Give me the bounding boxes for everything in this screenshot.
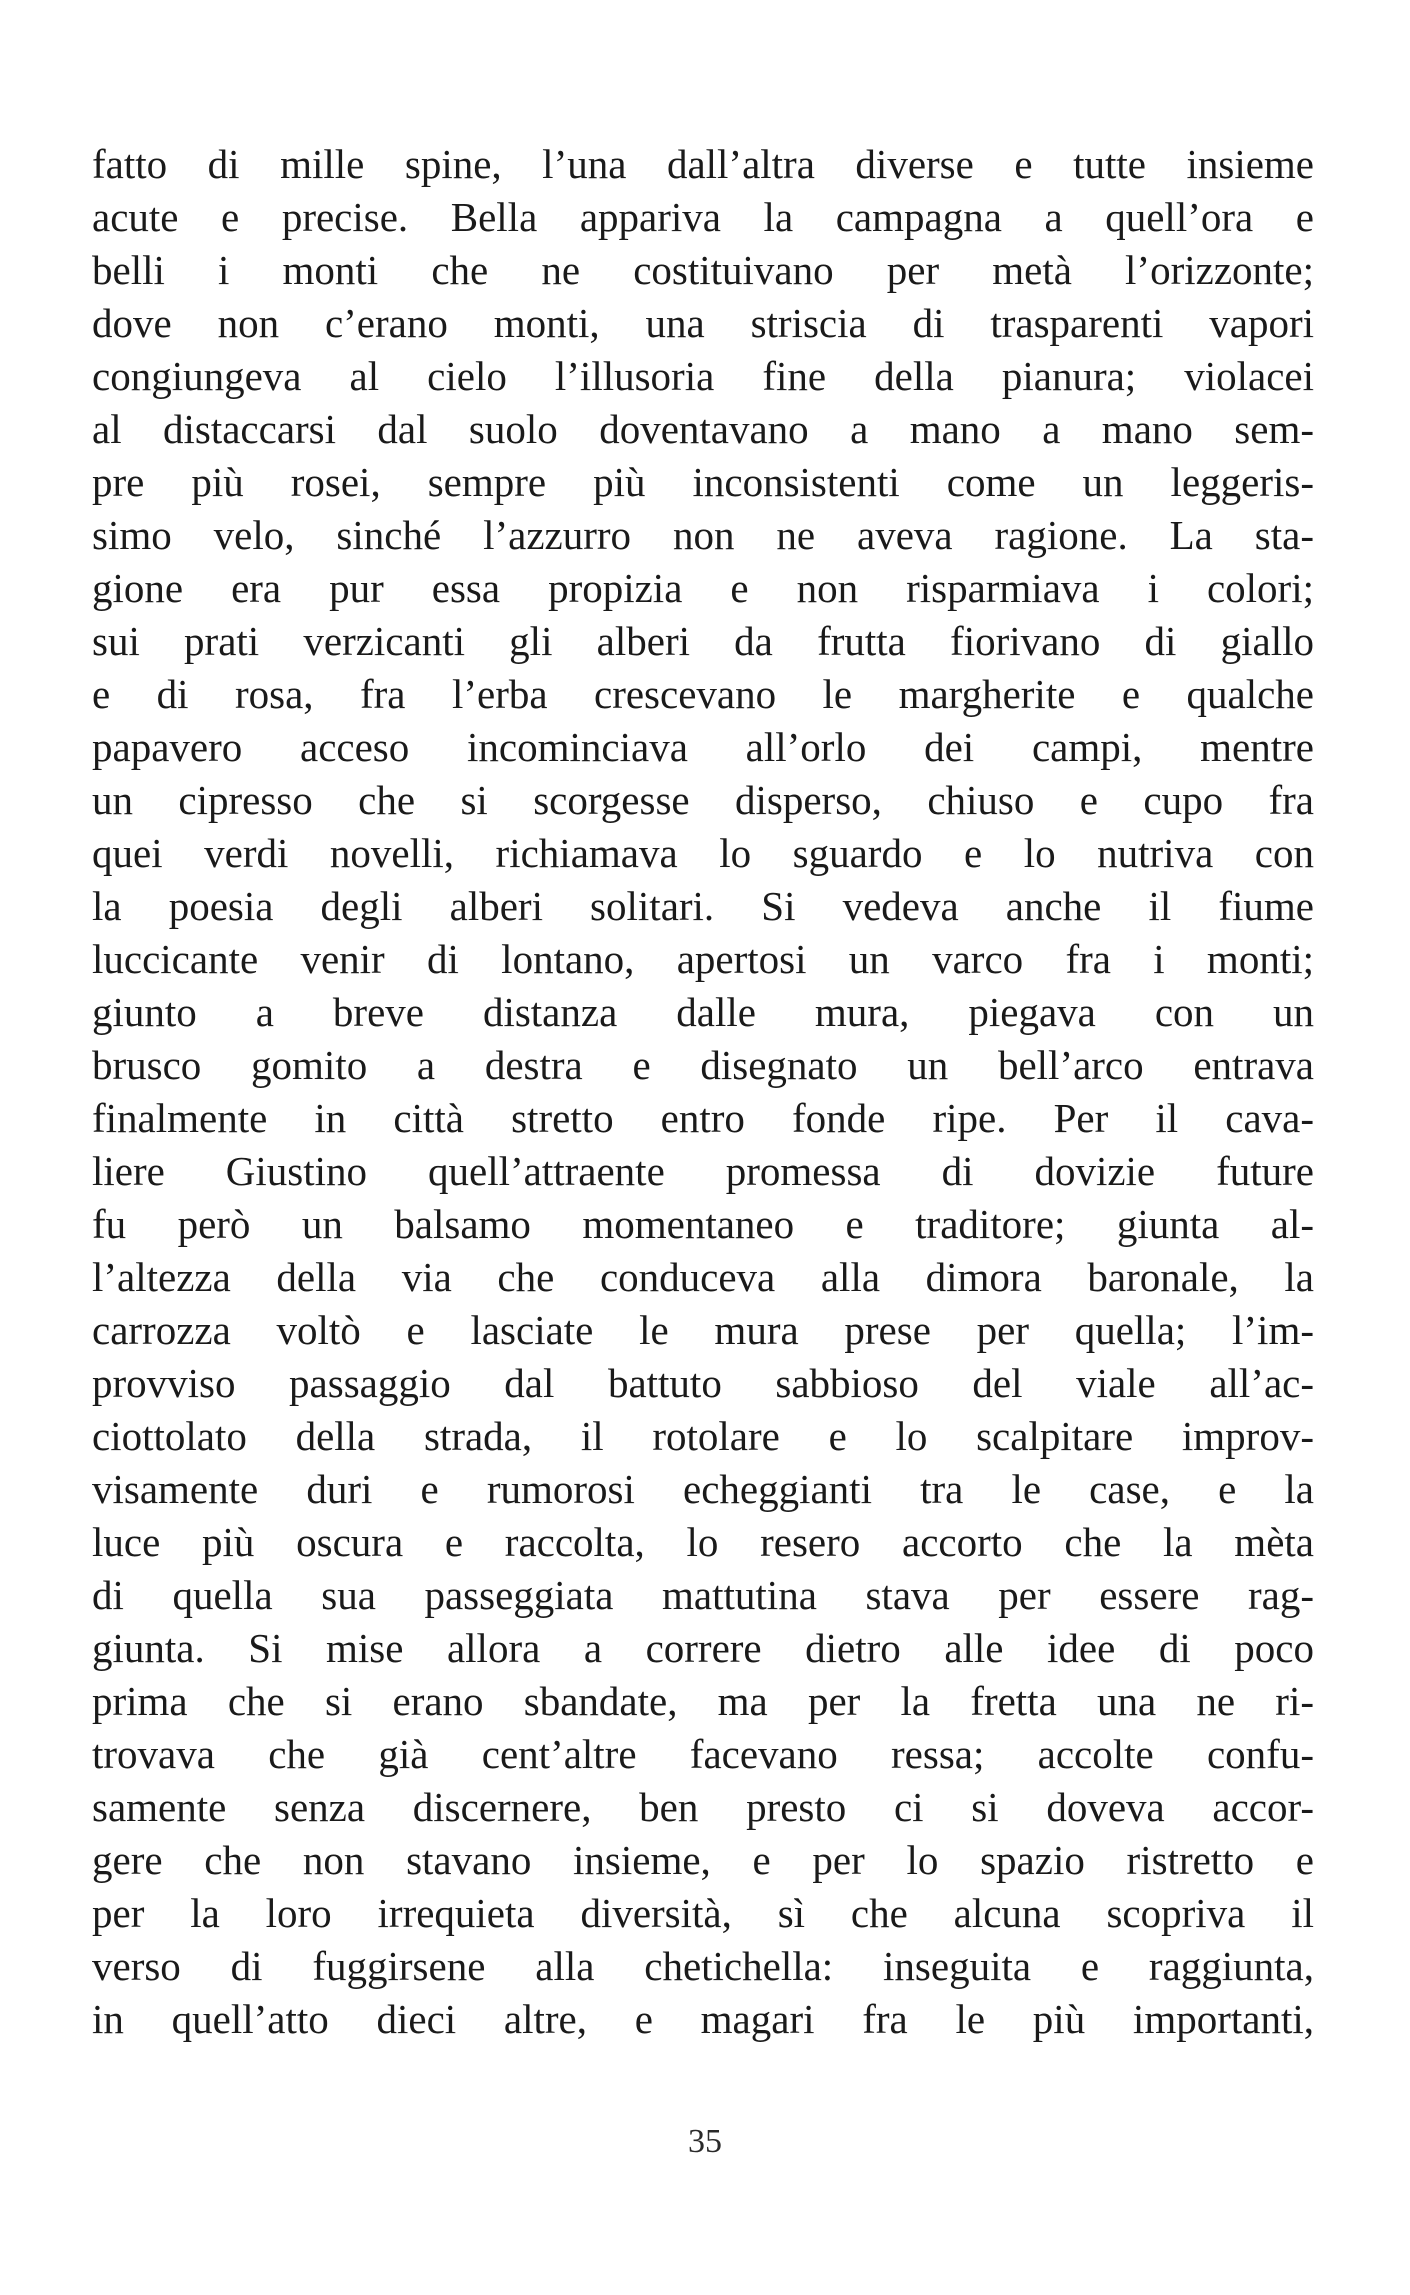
text-line-12: papavero acceso incominciava all’orlo dei campi, mentre xyxy=(92,724,1314,770)
text-line-7: pre più rosei, sempre più inconsistenti come un leggeris- xyxy=(92,459,1314,505)
text-line-16: luccicante venir di lontano, apertosi un varco fra i monti; xyxy=(92,936,1314,982)
text-line-8: simo velo, sinché l’azzurro non ne aveva ragione. La sta- xyxy=(92,512,1314,558)
text-line-14: quei verdi novelli, richiamava lo sguardo e lo nutriva con xyxy=(92,830,1314,876)
text-line-30: prima che si erano sbandate, ma per la fretta una ne ri- xyxy=(92,1678,1314,1724)
text-line-27: luce più oscura e raccolta, lo resero accorto che la mèta xyxy=(92,1519,1314,1565)
text-line-2: acute e precise. Bella appariva la campagna a quell’ora e xyxy=(92,194,1314,240)
text-line-4: dove non c’erano monti, una striscia di trasparenti vapori xyxy=(92,300,1314,346)
text-line-11: e di rosa, fra l’erba crescevano le margherite e qualche xyxy=(92,671,1314,717)
text-line-5: congiungeva al cielo l’illusoria fine della pianura; violacei xyxy=(92,353,1314,399)
text-line-21: fu però un balsamo momentaneo e traditore; giunta al- xyxy=(92,1201,1314,1247)
text-line-1: fatto di mille spine, l’una dall’altra diverse e tutte insieme xyxy=(92,141,1314,187)
text-line-23: carrozza voltò e lasciate le mura prese per quella; l’im- xyxy=(92,1307,1314,1353)
text-line-22: l’altezza della via che conduceva alla dimora baronale, la xyxy=(92,1254,1314,1300)
text-line-32: samente senza discernere, ben presto ci si doveva accor- xyxy=(92,1784,1314,1830)
text-line-18: brusco gomito a destra e disegnato un bell’arco entrava xyxy=(92,1042,1314,1088)
text-line-10: sui prati verzicanti gli alberi da frutta fiorivano di giallo xyxy=(92,618,1314,664)
text-line-13: un cipresso che si scorgesse disperso, chiuso e cupo fra xyxy=(92,777,1314,823)
body-text xyxy=(92,138,1314,2046)
text-line-24: provviso passaggio dal battuto sabbioso del viale all’ac- xyxy=(92,1360,1314,1406)
text-line-6: al distaccarsi dal suolo doventavano a mano a mano sem- xyxy=(92,406,1314,452)
page-number: 35 xyxy=(688,2123,722,2160)
text-line-9: gione era pur essa propizia e non risparmiava i colori; xyxy=(92,565,1314,611)
text-line-17: giunto a breve distanza dalle mura, piegava con un xyxy=(92,989,1314,1035)
text-line-20: liere Giustino quell’attraente promessa di dovizie future xyxy=(92,1148,1314,1194)
text-line-25: ciottolato della strada, il rotolare e lo scalpitare improv- xyxy=(92,1413,1314,1459)
text-line-19: finalmente in città stretto entro fonde ripe. Per il cava- xyxy=(92,1095,1314,1141)
text-line-33: gere che non stavano insieme, e per lo spazio ristretto e xyxy=(92,1837,1314,1883)
text-line-31: trovava che già cent’altre facevano ressa; accolte confu- xyxy=(92,1731,1314,1777)
text-line-36: in quell’atto dieci altre, e magari fra le più importanti, xyxy=(92,1996,1314,2042)
text-line-34: per la loro irrequieta diversità, sì che alcuna scopriva il xyxy=(92,1890,1314,1936)
text-line-26: visamente duri e rumorosi echeggianti tra le case, e la xyxy=(92,1466,1314,1512)
text-line-28: di quella sua passeggiata mattutina stava per essere rag- xyxy=(92,1572,1314,1618)
text-line-15: la poesia degli alberi solitari. Si vedeva anche il fiume xyxy=(92,883,1314,929)
text-line-29: giunta. Si mise allora a correre dietro alle idee di poco xyxy=(92,1625,1314,1671)
text-line-35: verso di fuggirsene alla chetichella: inseguita e raggiunta, xyxy=(92,1943,1314,1989)
text-line-3: belli i monti che ne costituivano per metà l’orizzonte; xyxy=(92,247,1314,293)
